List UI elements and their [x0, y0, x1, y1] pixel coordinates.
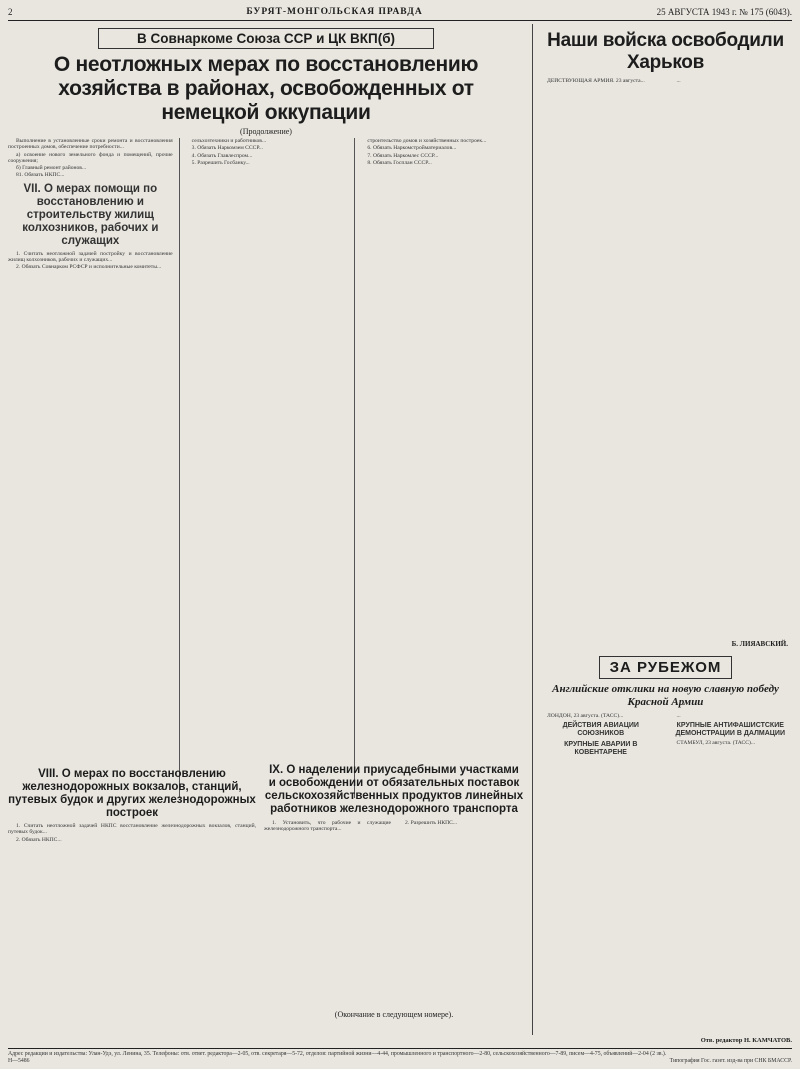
section-9-col-1: 1. Установить, что рабочие и служащие железнодорожного транспорта...	[264, 820, 391, 833]
za-rubezhom-subtitle: Английские отклики на новую славную победу Красной Армии	[552, 683, 779, 708]
continued-note: (Окончание в следующем номере).	[334, 1010, 454, 1019]
section-7-title: VII. О мерах помощи по восстановлению и строительству жилищ колхозников, рабочих и служащих	[22, 182, 159, 247]
foreign-news-columns	[539, 713, 792, 1033]
issue-date: 25 АВГУСТА 1943 г. № 175 (6043).	[656, 7, 792, 17]
section-8-text: 1. Считать неотложной задачей НКПС восстановление железнодорожных вокзалов, станций, путевых будок... 2. Обязать НКПС...	[8, 823, 256, 843]
article-signature: Б. ЛИЯАВСКИЙ.	[731, 640, 788, 648]
decree-column	[8, 24, 524, 1035]
news-column	[532, 24, 792, 1044]
decree-title: О неотложных мерах по восстановлению хозяйства в районах, освобожденных от немецкой оккупации	[53, 53, 479, 124]
continuation-note: (Продолжение)	[240, 127, 292, 136]
masthead	[8, 4, 792, 21]
za-rubezhom-header: ЗА РУБЕЖОМ	[599, 656, 732, 679]
paper-name: БУРЯТ-МОНГОЛЬСКАЯ ПРАВДА	[246, 7, 423, 17]
decree-column-1: Выполнение в установленные сроки ремонта и восстановления построенных домов, обеспечение потребности... а) освоение нового земельного фонда и помещений, прочие сооружения; б) Главный ремонт районов... 81. Обязать НКПС... VII. О мерах помощи по восстановлению и строительству жилищ колхозников, рабочих и служащих 1. Считать неотложной задачей постройку и восстановление жилищ колхозников, рабочих и служащих... 2. Обязать Совнарком РСФСР и исполнительные комитеты...	[8, 138, 173, 271]
decree-column-2: сельхозтехники и работников... 3. Обязать Наркомзем СССР... 4. Обязать Главлеспром... 5. Разрешить Госбанку...	[179, 138, 349, 798]
page-footer	[8, 1048, 792, 1065]
footer-address: Адрес редакции и издательства: Улан-Удэ, ул. Ленина, 35. Телефоны: отв. ответ. редактора—2-05, отв. секретаря—5-72, отделов: партийной жизни—4-44, промышленного и транспортного—2-80, сельскохозяйственного—7-89, писем—4-75, объявлений—2-04 (2 зв.).	[8, 1051, 667, 1057]
foreign-col-2: ... КРУПНЫЕ АНТИФАШИСТСКИЕ ДЕМОНСТРАЦИИ В ДАЛМАЦИИ СТАМБУЛ, 23 августа. (ТАСС)...	[669, 713, 793, 1033]
content-grid	[8, 24, 792, 1044]
headline-dalmatia: КРУПНЫЕ АНТИФАШИСТСКИЕ ДЕМОНСТРАЦИИ В ДАЛМАЦИИ	[675, 722, 785, 738]
footer-code: Н—5486	[8, 1058, 30, 1064]
editor-credit: Отв. редактор Н. КАМЧАТОВ.	[700, 1037, 792, 1044]
kharkov-text-2: ...	[676, 78, 681, 84]
section-8-title: VIII. О мерах по восстановлению железнодорожных вокзалов, станций, путевых будок и других железнодорожных построек	[8, 768, 256, 819]
foreign-col-1: ЛОНДОН, 23 августа. (ТАСС)... ДЕЙСТВИЯ АВИАЦИИ СОЮЗНИКОВ КРУПНЫЕ АВАРИИ В КОВЕНТАРЕНЕ	[539, 713, 663, 1033]
section-8	[8, 764, 256, 1035]
headline-allied-aviation: ДЕЙСТВИЯ АВИАЦИИ СОЮЗНИКОВ	[562, 722, 639, 738]
section-9-title: IX. О наделении приусадебными участками и освобождении от обязательных поставок сельскохозяйственных продуктов линейных работников железнодорожного транспорта	[264, 764, 524, 815]
decree-column-3: строительство домов и хозяйственных построек... 6. Обязать Наркомстройматериалов... 7. Обязать Наркомлес СССР... 8. Обязать Госплан СССР...	[354, 138, 524, 798]
page-number: 2	[8, 7, 13, 17]
footer-row	[8, 1058, 792, 1065]
section-9-col-2: 2. Разрешить НКПС...	[405, 820, 458, 826]
section-9	[264, 764, 524, 1021]
footer-printer: Типография Гос. газет. изд-ва при СНК БМАССР.	[669, 1058, 792, 1064]
kharkov-headline: Наши войска освободили Харьков	[547, 30, 784, 73]
headline-coventry: КРУПНЫЕ АВАРИИ В КОВЕНТАРЕНЕ	[564, 741, 638, 757]
section-9-columns	[264, 820, 524, 1010]
kharkov-columns	[539, 78, 792, 638]
section-label: В Совнаркоме Союза ССР и ЦК ВКП(б)	[98, 28, 434, 49]
kharkov-text-1: ДЕЙСТВУЮЩАЯ АРМИЯ. 23 августа...	[547, 78, 645, 84]
decree-columns	[8, 138, 524, 798]
